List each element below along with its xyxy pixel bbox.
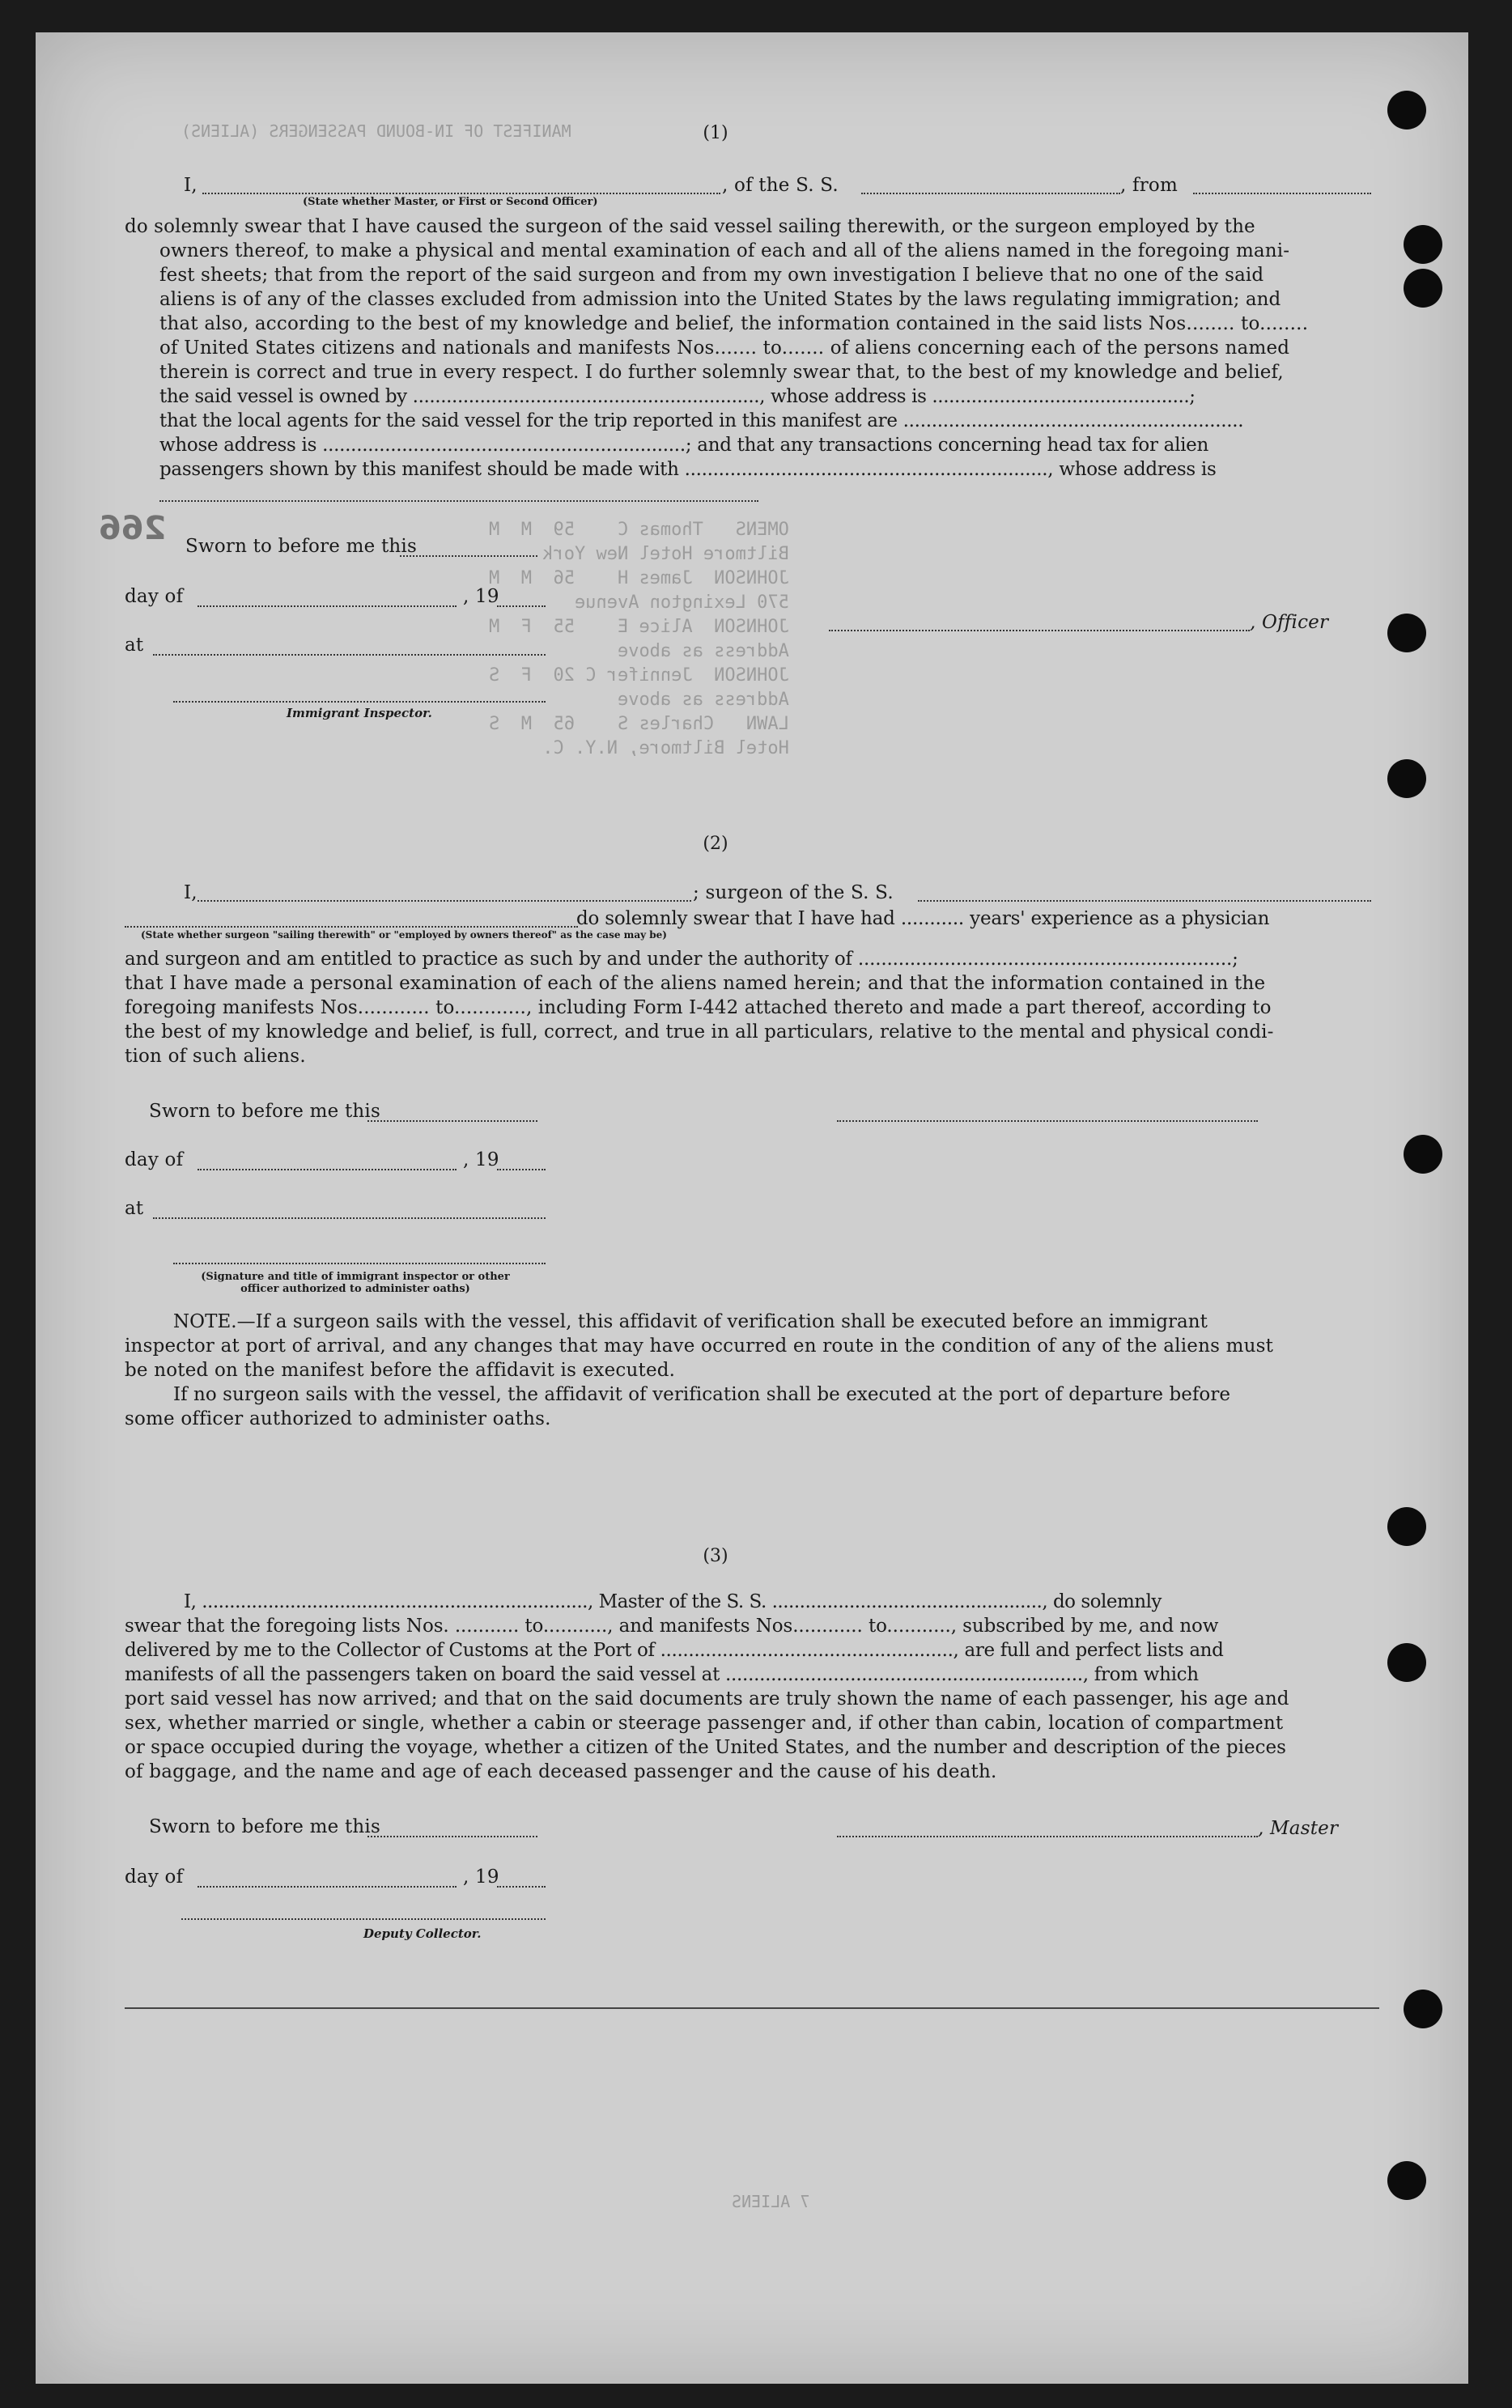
- section1-line1-start: I,: [184, 175, 197, 196]
- section1-sworn-label: Sworn to before me this: [185, 536, 417, 557]
- section1-year: , 19: [463, 586, 499, 607]
- section2-at-label: at: [125, 1198, 144, 1219]
- punch-hole: [1404, 1990, 1442, 2028]
- section3-year: , 19: [463, 1867, 499, 1888]
- immigrant-inspector-label: Immigrant Inspector.: [287, 706, 432, 720]
- deputy-collector-label: Deputy Collector.: [363, 1926, 482, 1941]
- section1-day-label: day of: [125, 586, 184, 607]
- punch-hole: [1387, 1643, 1426, 1682]
- section1-day-field[interactable]: [197, 605, 457, 607]
- section1-line1-mid: , of the S. S.: [722, 175, 839, 196]
- from-port-field[interactable]: [1193, 193, 1371, 194]
- bottom-divider: [125, 2007, 1379, 2009]
- punch-hole: [1387, 2161, 1426, 2200]
- section2-year: , 19: [463, 1149, 499, 1170]
- officer-label: , Officer: [1250, 612, 1329, 633]
- officer-name-field[interactable]: [202, 193, 720, 194]
- punch-hole: [1387, 614, 1426, 652]
- surgeon-status-field[interactable]: [125, 926, 578, 928]
- section1-year-field[interactable]: [497, 605, 546, 607]
- punch-hole: [1404, 225, 1442, 264]
- section2-signature-note: (Signature and title of immigrant inspector or other officer authorized to administer oaths): [201, 1271, 510, 1295]
- bleed-through-footer: 7 ALIENS: [732, 2192, 810, 2211]
- section2-number: (2): [703, 834, 728, 854]
- section2-line1-start: I,: [184, 882, 197, 903]
- surgeon-signature-field[interactable]: [837, 1120, 1258, 1122]
- officer-signature-field[interactable]: [829, 630, 1250, 631]
- section2-sworn-label: Sworn to before me this: [149, 1101, 380, 1122]
- punch-hole: [1387, 1507, 1426, 1546]
- section3-sworn-field[interactable]: [367, 1836, 537, 1837]
- section1-officer-note: (State whether Master, or First or Second Officer): [303, 196, 598, 208]
- master-label: , Master: [1258, 1818, 1339, 1839]
- surgeon-vessel-field[interactable]: [918, 900, 1371, 902]
- section2-surgeon-note: (State whether surgeon "sailing therewith" or "employed by owners thereof" as the case may be): [141, 929, 667, 941]
- section2-at-field[interactable]: [153, 1217, 546, 1219]
- section3-day-label: day of: [125, 1867, 184, 1888]
- form-sheet: MANIFEST OF IN-BOUND PASSENGERS (ALIENS) OMENS Thomas C 59 M M Biltmore Hotel New York JOHNSON James H 56 M M 570 Lexington Avenue JOHNSON Alice E 55 F M Address as above JOHNSON Jennifer C 20 F S Address as above LAWN Charles S 65 M S Hotel Biltmore, N.Y. C. (1) I, , of the S. S. , from (State whether Master, or First or Second Officer) do solemnly swear that I have caused the surgeon of the said vessel sailing therewith, or the surgeon employed by the owners thereof, to make a physical and mental examination of each and all of the aliens named in the foregoing mani- fest sheets; that from the report of the said surgeon and from my own investigation I believe that no one of the said aliens is of any of the classes excluded from admission into the United States by the laws regulating immigration; and that also, according to the best of my knowledge and belief, the information contained in the said lists Nos........ to........ of United States citizens and nationals and manifests Nos....... to....... of aliens concerning each of the persons named therein is correct and true in every respect. I do further solemnly swear that, to the best of my knowledge and belief, the said vessel is owned by .............................................................., whose address is ..............................................; that the local agents for the said vessel for the trip reported in this manifest are ............................................................ whose address is ................................................................; and that any transactions concerning head tax for alien passengers shown by this manifest should be made with ................................................................, whose address is 266 Sworn to before me this day of , 19 at , Officer Immigrant Inspector. (2) I, ; surgeon of the S. S. do solemnly swear that I have had ........... years' experience as a physician (State whether surgeon "sailing therewith" or "employed by owners thereof" as the case may be) and surgeon and am entitled to practice as such by and under the authority of .................................................................; that I have made a personal examination of each of the aliens named herein; and that the information contained in the foregoing manifests Nos............ to............, including Form I-442 attached thereto and made a part thereof, according to the best of my knowledge and belief, is full, correct, and true in all particulars, relative to the mental and physical condi- tion of such aliens. Sworn to before me this day of , 19 at (Signature and title of immigrant inspector or other officer authorized to administer oaths) NOTE.—If a surgeon sails with the vessel, this affidavit of verification shall be executed before an immigrant inspector at port of arrival, and any changes that may have occurred en route in the condition of any of the aliens must be noted on the manifest before the affidavit is executed. If no surgeon sails with the vessel, the affidavit of verification shall be executed at the port of departure before some officer authorized to administer oaths. (3) I, ......................................................................, Master of the S. S. ................................................., do solemnly swear that the foregoing lists Nos. ........... to..........., and manifests Nos............ to..........., subscribed by me, and now delivered by me to the Collector of Customs at the Port of ...................................................., are full and perfect lists and manifests of all the passengers taken on board the said vessel at ..............................................................., from which port said vessel has now arrived; and that on the said documents are truly shown the name of each passenger, his age and sex, whether married or single, whether a cabin or steerage passenger and, if other than cabin, location of compartment or space occupied during the voyage, whether a citizen of the United States, and the number and description of the pieces of baggage, and the name and age of each deceased passenger and the cause of his death. Sworn to before me this , Master day of , 19 Deputy Collector. 7 ALIENS: [36, 32, 1468, 2384]
- section1-sworn-field[interactable]: [400, 555, 537, 557]
- bleed-through-table: OMENS Thomas C 59 M M Biltmore Hotel New York JOHNSON James H 56 M M 570 Lexington Avenue JOHNSON Alice E 55 F M Address as above JOHNSON Jennifer C 20 F S Address as above LAWN Charles S 65 M S Hotel Biltmore, N.Y. C.: [489, 520, 789, 758]
- punch-hole: [1387, 759, 1426, 798]
- vessel-name-field[interactable]: [861, 193, 1120, 194]
- section3-sworn-label: Sworn to before me this: [149, 1816, 380, 1837]
- section3-number: (3): [703, 1546, 728, 1566]
- master-signature-field[interactable]: [837, 1836, 1258, 1837]
- section3-day-field[interactable]: [197, 1886, 457, 1888]
- section2-inspector-signature-field[interactable]: [173, 1263, 546, 1264]
- section1-number: (1): [703, 123, 728, 143]
- section2-line1-mid: ; surgeon of the S. S.: [693, 882, 894, 903]
- bleed-through-header: MANIFEST OF IN-BOUND PASSENGERS (ALIENS): [181, 121, 571, 141]
- section3-year-field[interactable]: [497, 1886, 546, 1888]
- section1-at-label: at: [125, 635, 144, 656]
- section1-at-field[interactable]: [153, 654, 546, 656]
- section2-line2: do solemnly swear that I have had ........... years' experience as a physician: [576, 908, 1270, 929]
- section2-year-field[interactable]: [497, 1169, 546, 1170]
- section2-day-field[interactable]: [197, 1169, 457, 1170]
- section1-line1-end: , from: [1120, 175, 1178, 196]
- section2-sworn-field[interactable]: [367, 1120, 537, 1122]
- inspector-signature-field[interactable]: [173, 701, 546, 703]
- stamp-number: 266: [99, 510, 167, 547]
- section2-day-label: day of: [125, 1149, 184, 1170]
- address-continuation-field[interactable]: [159, 500, 758, 502]
- punch-hole: [1404, 269, 1442, 308]
- surgeon-name-field[interactable]: [197, 900, 691, 902]
- punch-hole: [1404, 1135, 1442, 1174]
- deputy-collector-signature-field[interactable]: [181, 1918, 546, 1920]
- punch-hole: [1387, 91, 1426, 130]
